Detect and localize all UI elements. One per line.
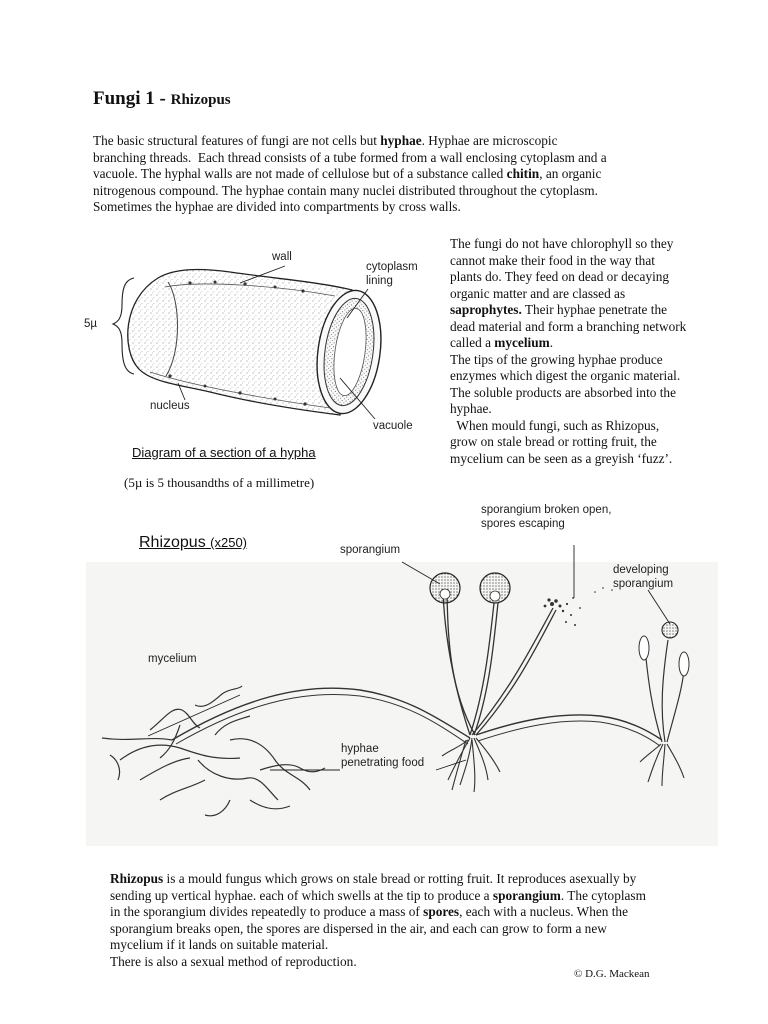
- text-run: organic matter and are classed as: [450, 285, 626, 301]
- label-developing-line2: sporangium: [613, 578, 674, 590]
- title-main: Fungi 1 -: [93, 88, 171, 109]
- label-sporangium: sporangium: [340, 544, 401, 556]
- bold-term: sporangium: [492, 887, 561, 903]
- label-hyphae-line2: penetrating food: [341, 757, 425, 769]
- text-run: .: [549, 335, 554, 350]
- text-run: Sometimes the hyphae are divided into compartments by cross walls.: [93, 199, 461, 214]
- text-run: enzymes which digest the organic material.: [450, 368, 681, 383]
- text-run: grow on stale bread or rotting fruit, the: [450, 434, 657, 449]
- text-run: The tips of the growing hyphae produce: [450, 351, 663, 367]
- text-run: The fungi do not have chlorophyll so they: [450, 236, 674, 251]
- text-run: dead material and form a branching network: [450, 318, 687, 334]
- bold-term: mycelium: [494, 335, 550, 350]
- text-run: , an organic: [539, 166, 602, 181]
- label-cytoplasm: cytoplasm: [366, 261, 418, 273]
- label-broken-line2: spores escaping: [481, 518, 565, 530]
- label-developing-line1: developing: [613, 564, 669, 576]
- text-run: vacuole. The hyphal walls are not made of cellulose but of a substance called: [93, 166, 507, 181]
- hypha-caption: Diagram of a section of a hypha: [132, 445, 316, 460]
- label-nucleus: nucleus: [150, 400, 190, 412]
- label-vacuole: vacuole: [373, 420, 413, 432]
- text-run: nitrogenous compound. The hyphae contain many nuclei distributed throughout the cytoplasm.: [93, 182, 598, 198]
- text-run: sending up vertical hyphae. each of which swells at the tip to produce a: [110, 887, 493, 903]
- text-run: The soluble products are absorbed into the: [450, 384, 676, 400]
- bold-term: chitin: [506, 166, 540, 181]
- magnification: (x250): [210, 535, 248, 550]
- label-hyphae-line1: hyphae: [341, 743, 379, 755]
- rhizopus-title: [139, 534, 247, 552]
- label-wall: wall: [272, 251, 292, 263]
- text-run: . The cytoplasm: [560, 887, 646, 903]
- text-run: , each with a nucleus. When the: [459, 904, 628, 919]
- text-run: branching threads. Each thread consists of a tube formed from a wall enclosing cytoplasm and a: [93, 149, 607, 165]
- text-run: hyphae.: [450, 401, 492, 416]
- text-run: is a mould fungus which grows on stale bread or rotting fruit. It reproduces asexually by: [163, 871, 637, 886]
- text-run: mycelium can be seen as a greyish ‘fuzz’.: [450, 450, 673, 466]
- bold-term: Rhizopus: [110, 871, 164, 886]
- label-lining: lining: [366, 275, 393, 287]
- text-run: in the sporangium divides repeatedly to produce a mass of: [110, 904, 424, 919]
- text-run: The basic structural features of fungi are not cells but: [93, 133, 381, 148]
- bold-term: saprophytes.: [450, 302, 522, 317]
- diagram-background: [86, 562, 718, 846]
- text-run: plants do. They feed on dead or decaying: [450, 269, 670, 284]
- text-run: sporangium breaks open, the spores are dispersed in the air, and each can grow to form a new: [110, 920, 607, 936]
- title-sub: Rhizopus: [170, 92, 231, 108]
- bold-term: spores: [423, 904, 460, 919]
- label-broken-line1: sporangium broken open,: [481, 504, 612, 516]
- text-run: called a: [450, 335, 495, 350]
- label-mycelium: mycelium: [148, 653, 197, 665]
- text-run: mycelium if it lands on suitable material.: [110, 937, 329, 952]
- text-run: There is also a sexual method of reproduction.: [110, 953, 357, 969]
- bold-term: hyphae: [380, 133, 422, 148]
- text-run: . Hyphae are microscopic: [421, 133, 558, 148]
- copyright: © D.G. Mackean: [574, 968, 650, 980]
- label-size: 5µ: [84, 318, 98, 330]
- developing-sporangium-head: [662, 622, 678, 638]
- text-run: Their hyphae penetrate the: [521, 302, 668, 317]
- text-run: When mould fungi, such as Rhizopus,: [450, 417, 660, 433]
- rhizopus-name: Rhizopus: [139, 534, 206, 551]
- text-run: cannot make their food in the way that: [450, 252, 655, 268]
- size-note: (5µ is 5 thousandths of a millimetre): [124, 475, 315, 490]
